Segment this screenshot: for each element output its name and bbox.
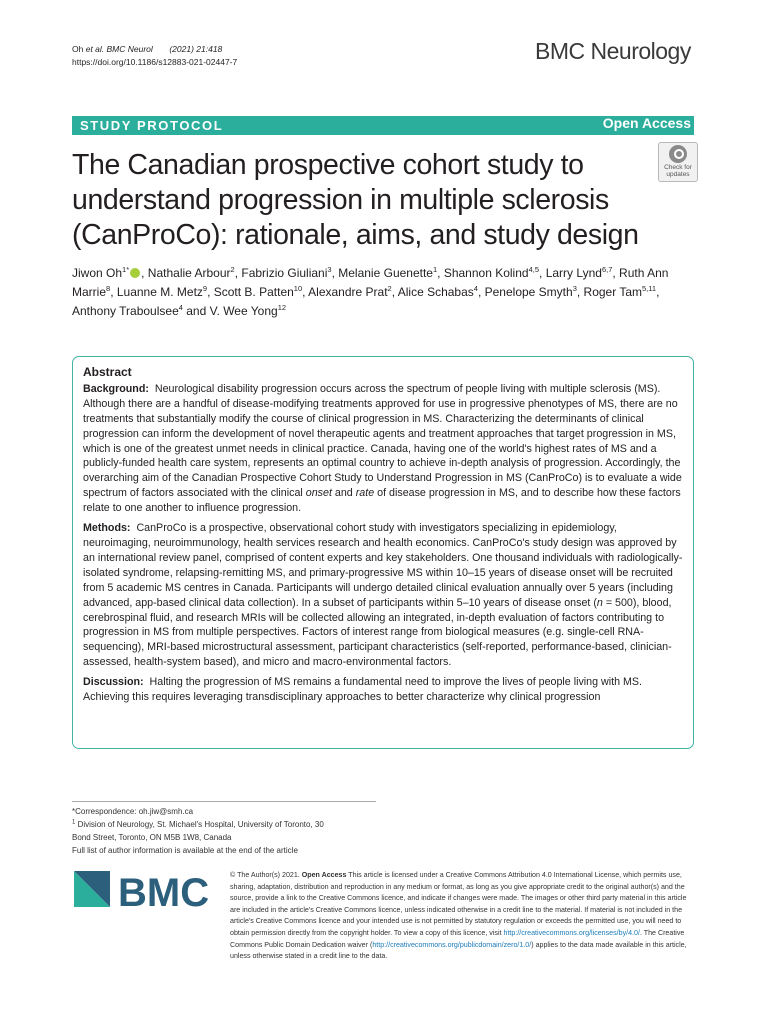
full-author-info-note: Full list of author information is available at the end of the article [72,846,298,855]
orcid-icon[interactable] [130,268,140,278]
abstract-methods [83,521,683,670]
license-open-access: Open Access [301,871,347,879]
citation-volume: (2021) 21:418 [169,44,223,54]
license-text-a: This article is licensed under a Creative Commons Attribution 4.0 International License, which permits use, sharing, adaptation, distribution and reproduction in any medium or format, as long as you give appropriate credit to the original author(s) and the source, provide a link to the Creative Commons licence, and indicate if changes were made. The images or other third party material in this article are included in the article's Creative Commons licence, unless indicated otherwise in a credit line to the material. If material is not included in the article's Creative Commons licence and your intended use is not permitted by statutory regulation or exceeds the permitted use, you will need to obtain permission directly from the copyright holder. To view a copy of this licence, visit [230,871,687,937]
abstract-background [83,382,683,516]
crossmark-icon [669,145,687,163]
open-access-label: Open Access [602,115,691,131]
article-type-label: STUDY PROTOCOL [80,118,224,133]
background-text-a: Neurological disability progression occurs across the spectrum of people living with multiple sclerosis (MS). Although there are a handful of disease-modifying treatments approved for use in progressive phenotypes of MS, there are no treatments that substantially modify the course of clinical progression in MS. Characterizing the determinants of clinical progression can inform the development of novel therapeutic agents and treatment approaches that target progression in MS, which is one of the greatest unmet needs in clinical practice. Canada, having one of the world's highest rates of MS and a publicly-funded health care system, represents an optimal country to achieve in-depth analysis of progression. Accordingly, the overarching aim of the Canadian Prospective Cohort Study to Understand Progression in MS (CanProCo) is to evaluate a wide spectrum of factors associated with the clinical [83,382,682,500]
journal-name: BMC Neurology [535,38,691,64]
bmc-logo-text: BMC [118,871,210,915]
abstract-discussion [83,675,683,705]
author-name[interactable]: Alice Schabas$^4$ [397,284,478,299]
author-name[interactable]: Melanie Guenette$^1$ [338,265,438,280]
author-name[interactable]: V. Wee Yong$^{12}$ [209,303,287,318]
license-link-zero[interactable]: http://creativecommons.org/publicdomain/zero/1.0/ [372,940,532,949]
license-text [230,870,696,963]
author-name[interactable]: Shannon Kolind$^{4,5}$ [443,265,540,280]
background-label: Background: [83,382,149,395]
author-name[interactable]: Roger Tam$^{5,11}$ [583,284,657,299]
discussion-text: Halting the progression of MS remains a fundamental need to improve the lives of people living with MS. Achieving this requires leveraging transdisciplinary approaches to better characterize why clinical progression [83,676,643,704]
article-type-banner [72,116,694,135]
background-onset: onset [305,487,332,500]
author-name[interactable]: Penelope Smyth$^3$ [484,284,577,299]
author-name[interactable]: Alexandre Prat$^2$ [308,284,392,299]
doi-link[interactable]: https://doi.org/10.1186/s12883-021-02447-7 [72,56,238,67]
methods-text-a: CanProCo is a prospective, observational cohort study with investigators specializing in epidemiology, neuroimaging, neuroimmunology, health services research and health economics. CanProCo's study design was approved by an international review panel, comprised of content experts and key stakeholders. One thousand individuals with radiologically-isolated syndrome, relapsing-remitting MS, and primary-progressive MS within 10–15 years of disease onset will be recruited from 5 academic MS centres in Canada. Participants will undergo detailed clinical evaluation annually over 5 years (including advanced, app-based clinical data collection). In a subset of participants within 5–10 years of disease onset ( [83,522,683,609]
affiliation [72,818,392,831]
background-and: and [334,487,353,500]
author-name[interactable]: Anthony Traboulsee$^4$ [72,303,183,318]
abstract-box [72,356,694,749]
author-name[interactable]: Nathalie Arbour$^2$ [147,265,235,280]
footnote-divider [72,801,376,802]
background-text-b: of disease progression in MS, and to describe how these factors relate to one another to influence progression. [83,487,681,515]
license-link-by[interactable]: http://creativecommons.org/licenses/by/4.0/ [503,928,640,937]
badge-line-1: Check for [664,164,692,171]
background-rate: rate [355,487,375,500]
article-title: The Canadian prospective cohort study to understand progression in multiple sclerosis (CanProCo): rationale, aims, and study design [72,149,639,251]
check-for-updates-badge[interactable] [658,142,698,182]
methods-text-b: = 500), blood, cerebrospinal fluid, and research MRIs will be collected allowing an integrated, in-depth evaluation of factors contributing to progression in MS from multiple perspectives. Factors of interest range from biological measures (e.g. single-cell RNA-sequencing), MRI-based microstructural assessment, participant characteristics (self-reported, performance-based, clinician-assessed, health-system based), and micro and macro-environmental factors. [83,596,672,669]
citation-block [72,43,237,68]
affiliation-sup: 1 [72,819,76,826]
methods-n: n [596,596,603,609]
affiliation-line-2: Bond Street, Toronto, ON M5B 1W8, Canada [72,833,232,842]
bmc-logo [74,871,214,915]
footnotes [72,805,392,857]
badge-line-2: updates [666,171,690,178]
author-name[interactable]: Luanne M. Metz$^9$ [116,284,208,299]
citation-journal: et al. BMC Neurol [85,44,153,54]
author-list: Jiwon $Oh^{1*}$ , Nathalie Arbour$^2$, Fabrizio Giuliani$^3$, Melanie Guenette$^1$, Shannon Kolind$^{4,5}$, Larry Lynd$^{6,7}$, Ruth Ann Marrie$^8$, Luanne M. Metz$^9$, Scott B. Patten$^{10}$, Alexandre Prat$^2$, Alice Schabas$^4$, Penelope Smyth$^3$, Roger Tam$^{5,11}$, Anthony Traboulsee$^4$ and V. Wee Yong$^{12}$ [72,265,669,318]
methods-label: Methods: [83,522,131,535]
affiliation-line-1: Division of Neurology, St. Michael's Hospital, University of Toronto, 30 [77,820,324,829]
license-text-b: . The Creative Commons Public Domain Dedication waiver ( [230,928,685,949]
citation-authors: Oh [72,44,84,54]
abstract-heading: Abstract [83,365,132,379]
author-name[interactable]: Jiwon $Oh^{1*}$ [72,266,141,280]
discussion-label: Discussion: [83,676,144,689]
author-name[interactable]: Scott B. Patten$^{10}$ [213,284,303,299]
author-name[interactable]: Larry Lynd$^{6,7}$ [545,265,613,280]
author-name[interactable]: Ruth Ann Marrie$^8$ [72,266,669,299]
license-text-c: ) applies to the data made available in this article, unless otherwise stated in a credit line to the data. [230,940,687,961]
correspondence: *Correspondence: oh.jiw@smh.ca [72,807,194,816]
license-prefix: © The Author(s) 2021. [230,871,300,879]
author-name[interactable]: Fabrizio Giuliani$^3$ [241,265,332,280]
